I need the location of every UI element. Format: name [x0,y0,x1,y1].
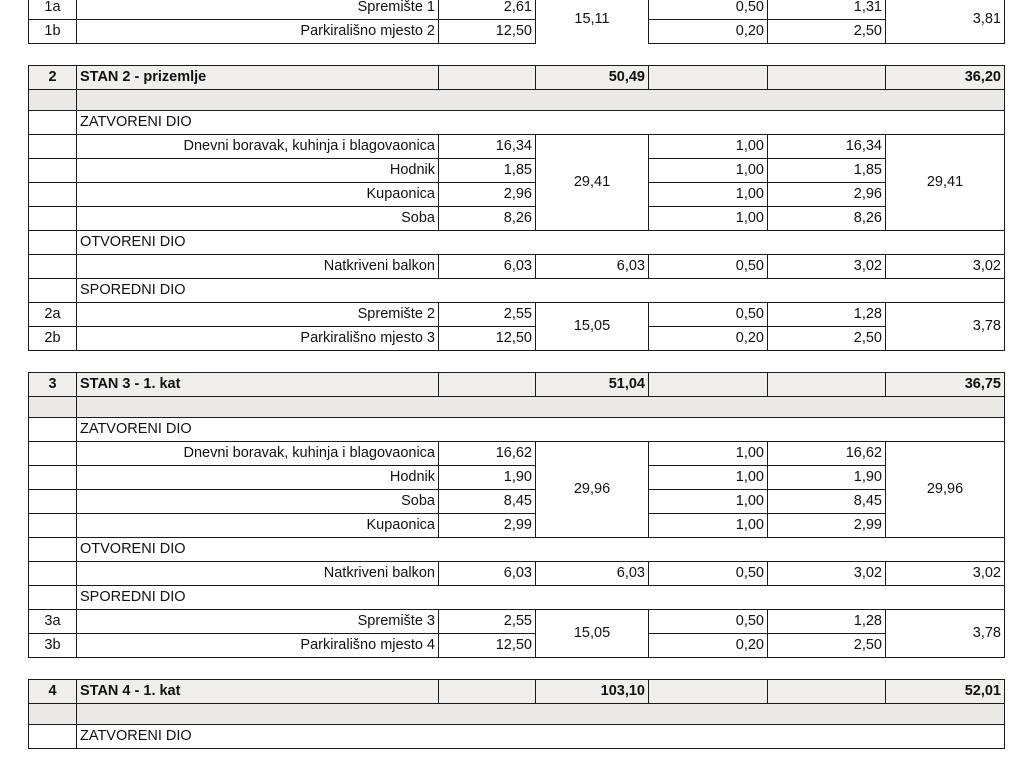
gap-row [29,351,1005,373]
section-label-closed: ZATVORENI DIO [77,111,1005,135]
unit-header-row [29,66,1005,90]
closed-area-sum: 29,41 [536,135,649,231]
room-row [29,327,1005,351]
coefficient: 0,20 [649,634,768,658]
room-area: 16,34 [439,135,536,159]
area-table [28,0,1005,749]
closed-weighted-sum: 29,41 [886,135,1005,231]
room-area: 2,96 [439,183,536,207]
blank-cell [29,586,77,610]
room-area: 2,55 [439,610,536,634]
row-id: 1a [29,0,77,20]
section-label-side: SPOREDNI DIO [77,279,1005,303]
weighted-area: 1,90 [768,466,886,490]
blank-cell [29,704,77,725]
weighted-area: 16,34 [768,135,886,159]
weighted-area: 3,02 [768,562,886,586]
coefficient: 1,00 [649,159,768,183]
blank-cell [77,704,1005,725]
group-area-sum: 15,11 [536,0,649,44]
room-name: Natkriveni balkon [77,255,439,279]
section-row [29,231,1005,255]
blank-cell [29,562,77,586]
group-weighted-sum: 3,81 [886,0,1005,44]
room-name: Dnevni boravak, kuhinja i blagovaonica [77,135,439,159]
blank-cell [768,680,886,704]
blank-cell [29,159,77,183]
room-name: Parkirališno mjesto 3 [77,327,439,351]
section-row [29,279,1005,303]
gap-row [29,658,1005,680]
unit-weighted-total: 52,01 [886,680,1005,704]
room-name: Kupaonica [77,183,439,207]
room-name: Hodnik [77,466,439,490]
weighted-area: 16,62 [768,442,886,466]
blank-cell [29,490,77,514]
room-name: Hodnik [77,159,439,183]
blank-cell [29,231,77,255]
coefficient: 1,00 [649,514,768,538]
weighted-area: 1,28 [768,303,886,327]
gap-cell [29,351,1005,373]
unit-area-total: 103,10 [536,680,649,704]
coefficient: 1,00 [649,466,768,490]
room-area: 8,45 [439,490,536,514]
blank-cell [649,66,768,90]
room-name: Kupaonica [77,514,439,538]
blank-cell [29,279,77,303]
weighted-area: 8,26 [768,207,886,231]
room-row [29,514,1005,538]
room-name: Spremište 2 [77,303,439,327]
section-row [29,418,1005,442]
section-row [29,586,1005,610]
blank-cell [29,183,77,207]
room-row [29,183,1005,207]
section-label-side: SPOREDNI DIO [77,586,1005,610]
weighted-area: 2,50 [768,327,886,351]
room-area: 2,61 [439,0,536,20]
closed-area-sum: 29,96 [536,442,649,538]
section-row [29,538,1005,562]
room-area: 16,62 [439,442,536,466]
section-label-closed: ZATVORENI DIO [77,725,1005,749]
blank-cell [29,255,77,279]
closed-weighted-sum: 29,96 [886,442,1005,538]
unit-title: STAN 4 - 1. kat [77,680,439,704]
room-area: 12,50 [439,20,536,44]
table-row [29,20,1005,44]
coefficient: 0,50 [649,562,768,586]
weighted-area: 1,85 [768,159,886,183]
unit-weighted-total: 36,20 [886,66,1005,90]
open-area-sum: 6,03 [536,255,649,279]
blank-cell [29,725,77,749]
room-row [29,610,1005,634]
room-row [29,442,1005,466]
row-id: 1b [29,20,77,44]
blank-cell [649,373,768,397]
room-area: 2,99 [439,514,536,538]
room-area: 8,26 [439,207,536,231]
blank-cell [439,66,536,90]
unit-number: 2 [29,66,77,90]
section-row [29,725,1005,749]
room-area: 2,55 [439,303,536,327]
blank-cell [649,680,768,704]
room-row [29,255,1005,279]
side-weighted-sum: 3,78 [886,610,1005,658]
room-name: Spremište 3 [77,610,439,634]
room-row [29,466,1005,490]
coefficient: 0,50 [649,303,768,327]
room-row [29,159,1005,183]
room-row [29,634,1005,658]
blank-cell [768,66,886,90]
unit-area-total: 50,49 [536,66,649,90]
open-weighted-sum: 3,02 [886,255,1005,279]
room-row [29,135,1005,159]
blank-cell [29,418,77,442]
coefficient: 1,00 [649,442,768,466]
room-name: Soba [77,207,439,231]
blank-cell [29,90,77,111]
blank-cell [29,207,77,231]
blank-cell [29,111,77,135]
room-area: 6,03 [439,255,536,279]
unit-header-row [29,373,1005,397]
unit-header-row [29,680,1005,704]
area-calculation-sheet [28,0,1005,749]
room-name: Parkirališno mjesto 2 [77,20,439,44]
spacer-row [29,90,1005,111]
row-id: 3b [29,634,77,658]
coefficient: 0,50 [649,0,768,20]
side-area-sum: 15,05 [536,303,649,351]
weighted-area: 3,02 [768,255,886,279]
blank-cell [439,680,536,704]
room-row [29,562,1005,586]
coefficient: 1,00 [649,490,768,514]
room-area: 6,03 [439,562,536,586]
weighted-area: 2,50 [768,20,886,44]
row-id: 2a [29,303,77,327]
blank-cell [29,397,77,418]
room-area: 1,90 [439,466,536,490]
unit-area-total: 51,04 [536,373,649,397]
coefficient: 0,20 [649,327,768,351]
coefficient: 0,20 [649,20,768,44]
coefficient: 1,00 [649,135,768,159]
blank-cell [77,90,1005,111]
section-label-open: OTVORENI DIO [77,231,1005,255]
gap-cell [29,658,1005,680]
room-area: 1,85 [439,159,536,183]
section-label-open: OTVORENI DIO [77,538,1005,562]
weighted-area: 2,96 [768,183,886,207]
unit-title: STAN 2 - prizemlje [77,66,439,90]
room-name: Parkirališno mjesto 4 [77,634,439,658]
side-area-sum: 15,05 [536,610,649,658]
blank-cell [439,373,536,397]
blank-cell [29,135,77,159]
section-row [29,111,1005,135]
coefficient: 1,00 [649,183,768,207]
table-row [29,0,1005,20]
room-row [29,303,1005,327]
weighted-area: 8,45 [768,490,886,514]
blank-cell [29,442,77,466]
coefficient: 0,50 [649,255,768,279]
side-weighted-sum: 3,78 [886,303,1005,351]
room-row [29,490,1005,514]
blank-cell [77,397,1005,418]
room-name: Dnevni boravak, kuhinja i blagovaonica [77,442,439,466]
spacer-row [29,397,1005,418]
room-name: Natkriveni balkon [77,562,439,586]
row-id: 3a [29,610,77,634]
blank-cell [29,466,77,490]
unit-weighted-total: 36,75 [886,373,1005,397]
coefficient: 0,50 [649,610,768,634]
unit-number: 3 [29,373,77,397]
section-label-closed: ZATVORENI DIO [77,418,1005,442]
spacer-row [29,704,1005,725]
blank-cell [29,514,77,538]
room-name: Spremište 1 [77,0,439,20]
blank-cell [29,538,77,562]
room-name: Soba [77,490,439,514]
blank-cell [768,373,886,397]
coefficient: 1,00 [649,207,768,231]
room-area: 12,50 [439,634,536,658]
weighted-area: 2,50 [768,634,886,658]
weighted-area: 2,99 [768,514,886,538]
unit-title: STAN 3 - 1. kat [77,373,439,397]
weighted-area: 1,28 [768,610,886,634]
weighted-area: 1,31 [768,0,886,20]
room-area: 12,50 [439,327,536,351]
open-weighted-sum: 3,02 [886,562,1005,586]
unit-number: 4 [29,680,77,704]
open-area-sum: 6,03 [536,562,649,586]
row-id: 2b [29,327,77,351]
room-row [29,207,1005,231]
